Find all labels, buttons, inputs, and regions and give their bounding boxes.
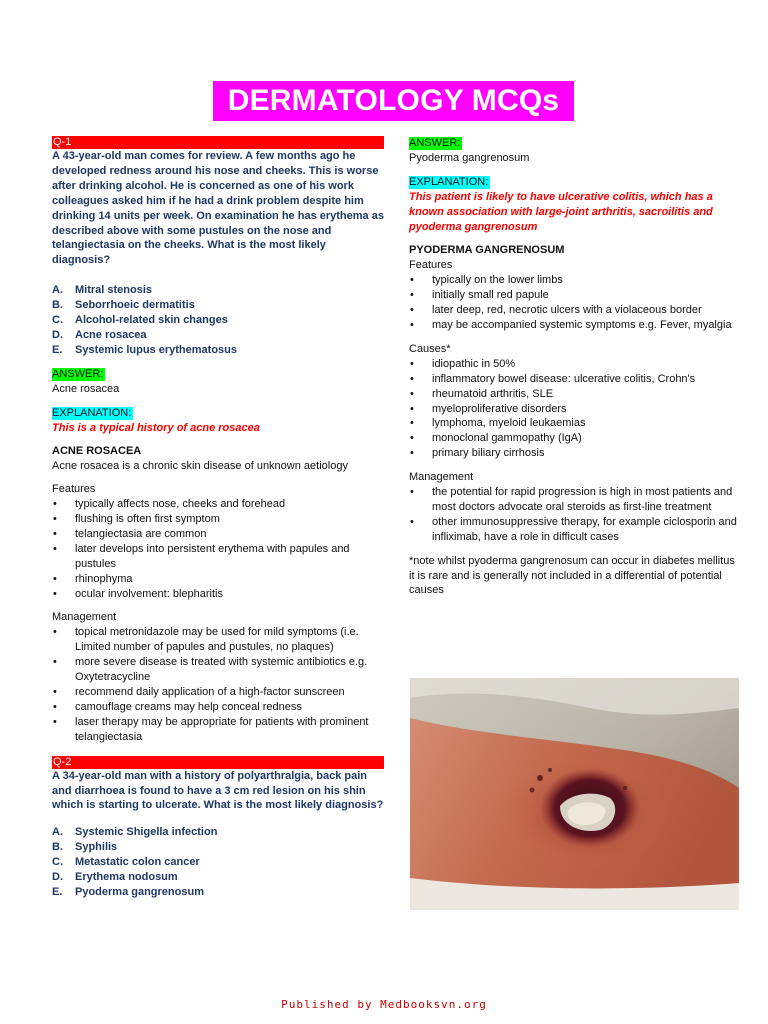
list-item: • myeloproliferative disorders xyxy=(409,402,739,417)
right-column xyxy=(409,136,739,598)
list-item: • later deep, red, necrotic ulcers with a violaceous border xyxy=(409,303,739,318)
answer-label: ANSWER: xyxy=(409,137,461,149)
management-list xyxy=(52,625,384,744)
management-list xyxy=(409,485,739,545)
explanation-label: EXPLANATION: xyxy=(52,406,132,419)
explanation-text: This is a typical history of acne rosacea xyxy=(52,421,260,434)
list-item: • recommend daily application of a high-factor sunscreen xyxy=(52,685,384,700)
explanation-text: This patient is likely to have ulcerative colitis, which has a known association with large-joint arthritis, sacroilitis and pyoderma gangrenosum xyxy=(409,190,713,233)
list-item: • idiopathic in 50% xyxy=(409,357,739,372)
answer-text: Pyoderma gangrenosum xyxy=(409,151,530,164)
features-list xyxy=(409,273,739,333)
management-label: Management xyxy=(409,471,474,484)
list-item: • topical metronidazole may be used for mild symptoms (i.e. Limited number of papules and pustules, no plaques) xyxy=(52,625,384,655)
features-label: Features xyxy=(52,483,96,496)
option-item: C. Metastatic colon cancer xyxy=(52,856,200,869)
list-item: • primary biliary cirrhosis xyxy=(409,446,739,461)
section-heading: ACNE ROSACEA xyxy=(52,445,142,458)
footnote: *note whilst pyoderma gangrenosum can occur in diabetes mellitus it is rare and is generally not included in a differential of potential causes xyxy=(409,554,735,597)
list-item: • initially small red papule xyxy=(409,288,739,303)
section-heading: PYODERMA GANGRENOSUM xyxy=(409,244,565,257)
clinical-photo xyxy=(410,678,739,910)
explanation-label: EXPLANATION: xyxy=(409,175,489,188)
left-column xyxy=(52,136,384,900)
causes-label: Causes* xyxy=(409,342,451,355)
question-1-text: A 43-year-old man comes for review. A few months ago he developed redness around his nose and cheeks. This is worse after drinking alcohol. He is concerned as one of his work colleagues asked him if he had a drink problem despite him drinking 14 units per week. On examination he has erythema as described above with some pustules on the nose and telangiectasia on the cheeks. What is the most likely diagnosis? xyxy=(52,150,384,267)
list-item: • telangiectasia are common xyxy=(52,527,384,542)
list-item: • inflammatory bowel disease: ulcerative colitis, Crohn's xyxy=(409,372,739,387)
question-2-text: A 34-year-old man with a history of polyarthralgia, back pain and diarrhoea is found to have a 3 cm red lesion on his shin which is starting to ulcerate. What is the most likely diagnosis? xyxy=(52,769,384,812)
answer-label: ANSWER: xyxy=(52,367,104,380)
section-intro: Acne rosacea is a chronic skin disease of unknown aetiology xyxy=(52,460,348,473)
option-item: A. Mitral stenosis xyxy=(52,284,153,297)
list-item: • flushing is often first symptom xyxy=(52,512,384,527)
list-item: • monoclonal gammopathy (IgA) xyxy=(409,431,739,446)
question-1-options xyxy=(52,283,384,358)
list-item: • may be accompanied systemic symptoms e.g. Fever, myalgia xyxy=(409,318,739,333)
option-item: E. Pyoderma gangrenosum xyxy=(52,885,204,898)
option-item: D. Erythema nodosum xyxy=(52,871,178,884)
question-1-label: Q-1 xyxy=(52,136,384,149)
option-item: B. Syphilis xyxy=(52,841,118,854)
page-title-banner xyxy=(213,81,574,121)
management-label: Management xyxy=(52,611,117,624)
question-2-label: Q-2 xyxy=(52,756,384,769)
option-item: C. Alcohol-related skin changes xyxy=(52,314,228,327)
page-title: DERMATOLOGY MCQs xyxy=(227,83,560,117)
causes-list xyxy=(409,357,739,461)
list-item: • lymphoma, myeloid leukaemias xyxy=(409,416,739,431)
list-item: • more severe disease is treated with systemic antibiotics e.g. Oxytetracycline xyxy=(52,655,384,685)
list-item: • other immunosuppressive therapy, for example ciclosporin and infliximab, have a role in difficult cases xyxy=(409,515,739,545)
list-item: • typically affects nose, cheeks and forehead xyxy=(52,497,384,512)
publisher-footer: Published by Medbooksvn.org xyxy=(281,998,487,1011)
list-item: • rhinophyma xyxy=(52,572,384,587)
list-item: • rheumatoid arthritis, SLE xyxy=(409,387,739,402)
list-item: • typically on the lower limbs xyxy=(409,273,739,288)
list-item: • the potential for rapid progression is high in most patients and most doctors advocate oral steroids as first-line treatment xyxy=(409,485,739,515)
features-label: Features xyxy=(409,259,453,272)
list-item: • later develops into persistent erythema with papules and pustules xyxy=(52,542,384,572)
features-list xyxy=(52,497,384,601)
option-item: E. Systemic lupus erythematosus xyxy=(52,343,238,356)
option-item: D. Acne rosacea xyxy=(52,328,147,341)
answer-text: Acne rosacea xyxy=(52,382,120,395)
option-item: A. Systemic Shigella infection xyxy=(52,826,218,839)
list-item: • ocular involvement: blepharitis xyxy=(52,587,384,602)
list-item: • laser therapy may be appropriate for patients with prominent telangiectasia xyxy=(52,715,384,745)
list-item: • camouflage creams may help conceal redness xyxy=(52,700,384,715)
question-2-options xyxy=(52,825,384,900)
option-item: B. Seborrhoeic dermatitis xyxy=(52,299,195,312)
